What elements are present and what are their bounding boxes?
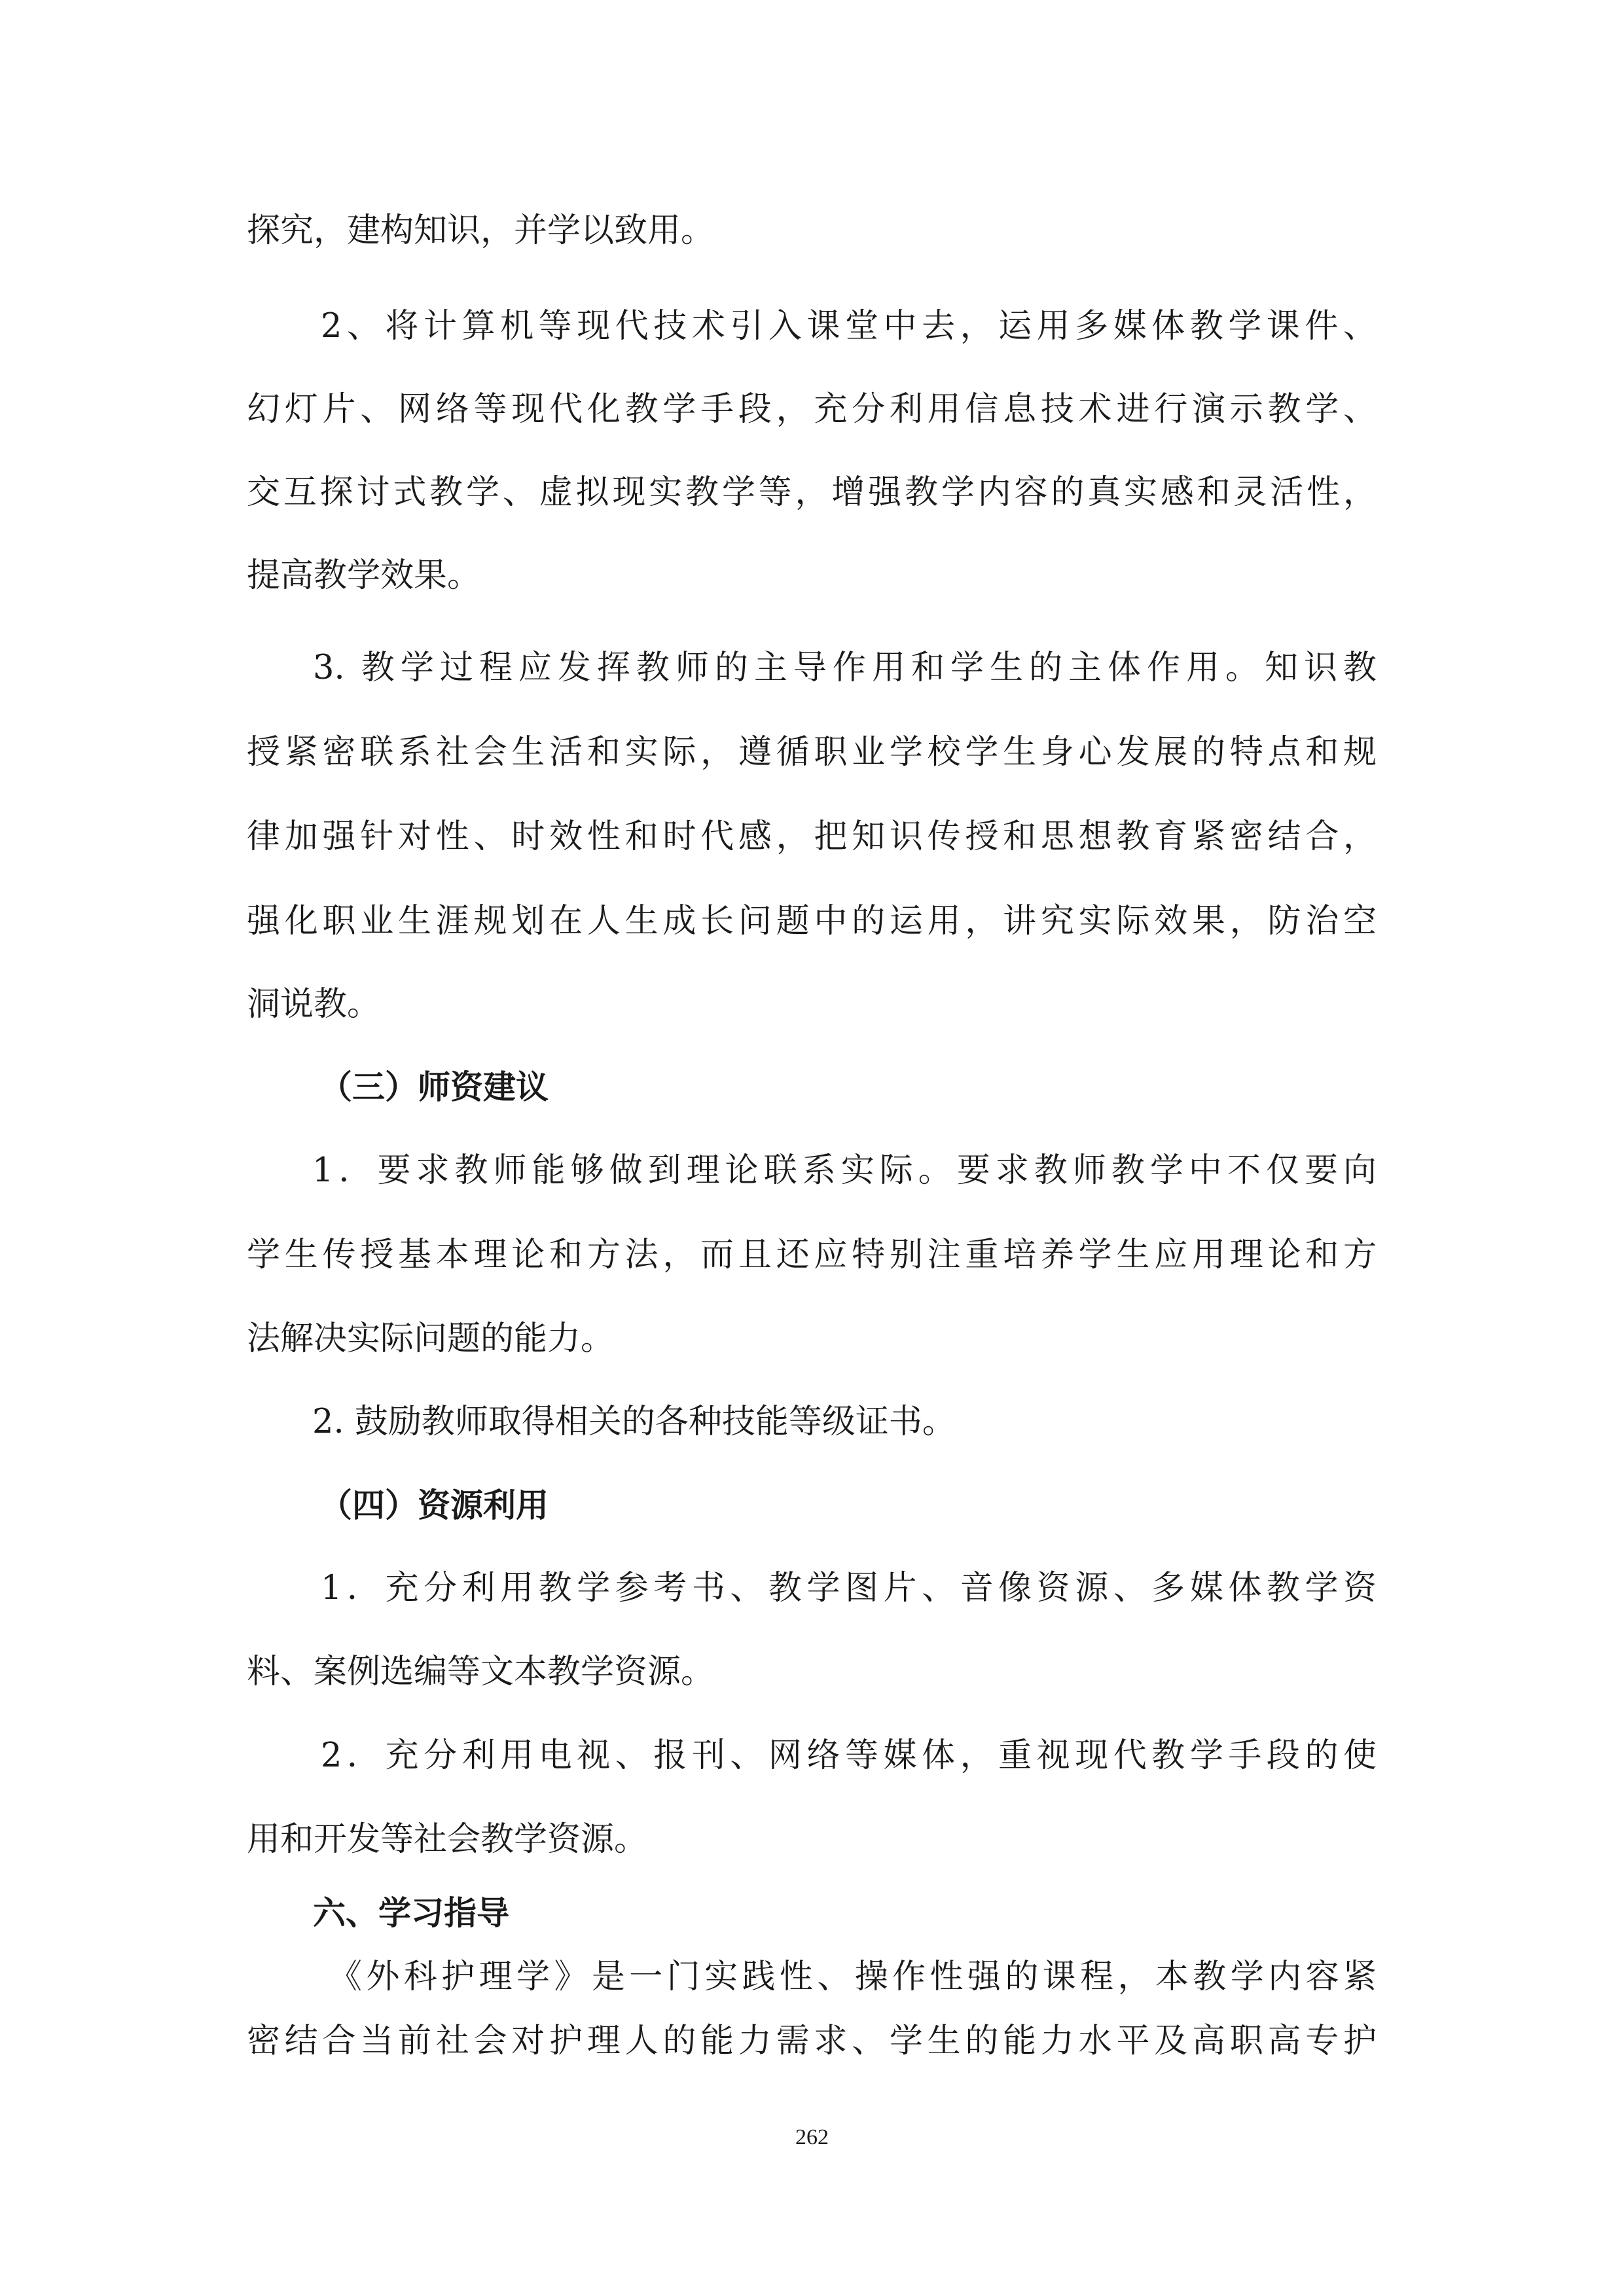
list-item-2-line-3: 交互探讨式教学、虚拟现实教学等，增强教学内容的真实感和灵活性， bbox=[247, 473, 1377, 512]
section-4-item-1-line-1: 1．充分利用教学参考书、教学图片、音像资源、多媒体教学资 bbox=[321, 1569, 1377, 1607]
section-3-item-1-line-3: 法解决实际问题的能力。 bbox=[247, 1319, 615, 1358]
section-heading-resource-use: （四）资源利用 bbox=[319, 1486, 549, 1524]
section-heading-teacher-suggestions: （三）师资建议 bbox=[319, 1068, 549, 1106]
list-item-3-line-2: 授紧密联系社会生活和实际，遵循职业学校学生身心发展的特点和规 bbox=[247, 733, 1377, 772]
page-number: 262 bbox=[795, 2125, 829, 2149]
section-4-item-1-line-2: 料、案例选编等文本教学资源。 bbox=[247, 1653, 715, 1691]
list-item-3-line-4: 强化职业生涯规划在人生成长问题中的运用，讲究实际效果，防治空 bbox=[247, 902, 1377, 941]
list-item-2-line-4: 提高教学效果。 bbox=[247, 556, 481, 595]
list-item-3-line-5: 洞说教。 bbox=[247, 985, 381, 1024]
section-3-item-1-line-2: 学生传授基本理论和方法，而且还应特别注重培养学生应用理论和方 bbox=[247, 1236, 1377, 1274]
list-item-2-line-1: 2、将计算机等现代技术引入课堂中去，运用多媒体教学课件、 bbox=[321, 307, 1377, 346]
section-4-item-2-line-2: 用和开发等社会教学资源。 bbox=[247, 1820, 648, 1859]
chapter-6-paragraph-line-1: 《外科护理学》是一门实践性、操作性强的课程，本教学内容紧 bbox=[329, 1958, 1377, 1996]
section-3-item-2: 2. 鼓励教师取得相关的各种技能等级证书。 bbox=[312, 1403, 956, 1441]
list-item-2-line-2: 幻灯片、网络等现代化教学手段，充分利用信息技术进行演示教学、 bbox=[247, 390, 1377, 429]
section-3-item-1-line-1: 1．要求教师能够做到理论联系实际。要求教师教学中不仅要向 bbox=[312, 1151, 1377, 1190]
list-item-3-line-1: 3. 教学过程应发挥教师的主导作用和学生的主体作用。知识教 bbox=[313, 649, 1377, 687]
chapter-heading-study-guide: 六、学习指导 bbox=[313, 1894, 509, 1932]
section-4-item-2-line-1: 2．充分利用电视、报刊、网络等媒体，重视现代教学手段的使 bbox=[321, 1736, 1377, 1775]
paragraph-continuation-line: 探究，建构知识，并学以致用。 bbox=[247, 211, 715, 250]
chapter-6-paragraph-line-2: 密结合当前社会对护理人的能力需求、学生的能力水平及高职高专护 bbox=[247, 2022, 1377, 2060]
list-item-3-line-3: 律加强针对性、时效性和时代感，把知识传授和思想教育紧密结合， bbox=[247, 817, 1377, 856]
